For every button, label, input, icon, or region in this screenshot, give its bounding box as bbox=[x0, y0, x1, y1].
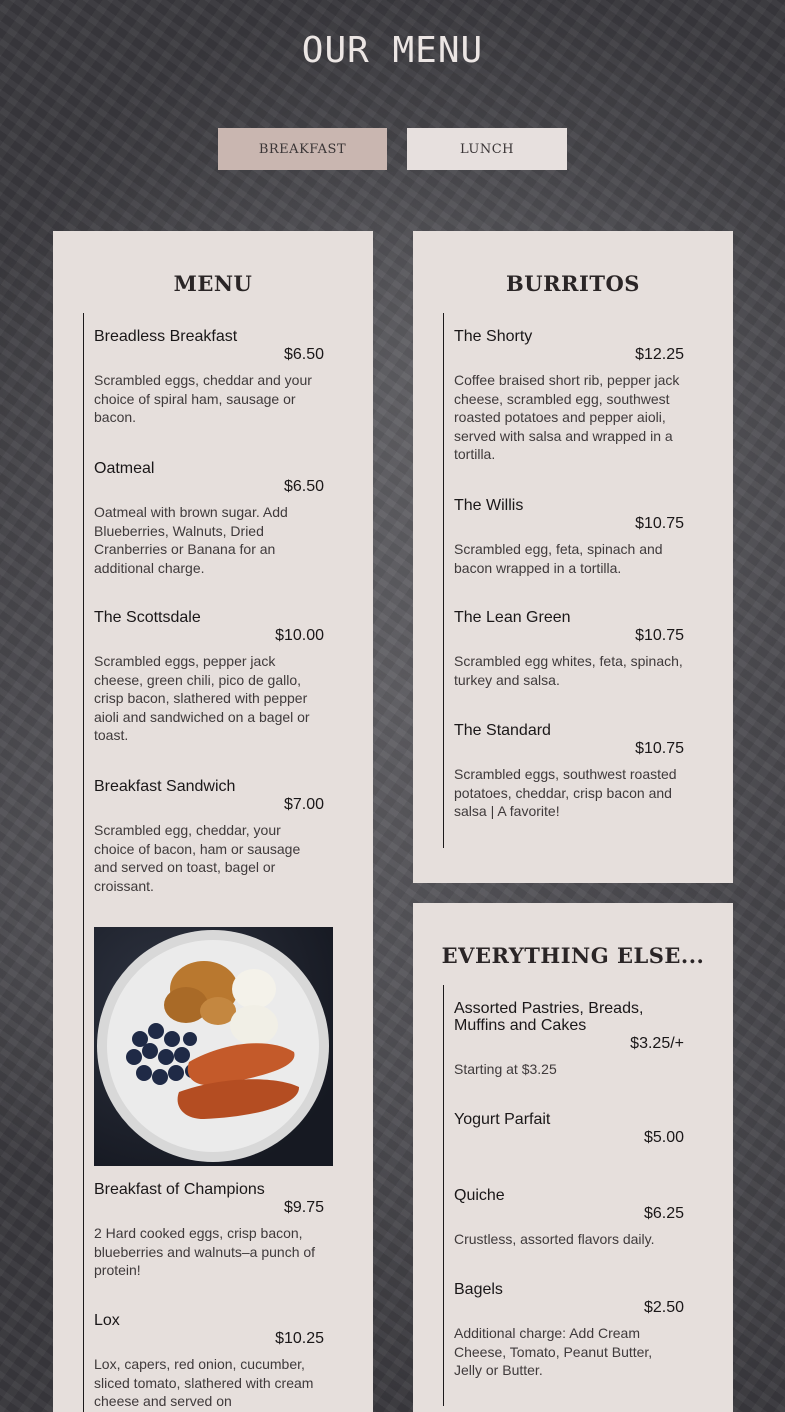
menu-item bbox=[444, 609, 694, 689]
item-price: $5.00 bbox=[643, 1129, 684, 1146]
breakfast-plate-photo bbox=[94, 927, 333, 1166]
item-description: Additional charge: Add Cream Cheese, Tomato, Peanut Butter, Jelly or Butter. bbox=[454, 1325, 653, 1378]
menu-item bbox=[84, 328, 334, 427]
menu-item bbox=[444, 497, 694, 577]
menu-item bbox=[444, 1187, 694, 1249]
menu-item bbox=[84, 609, 334, 745]
item-name: The Shorty bbox=[454, 328, 533, 345]
item-description: Lox, capers, red onion, cucumber, sliced tomato, slathered with cream cheese and served on bbox=[94, 1356, 314, 1409]
item-price: $6.25 bbox=[643, 1205, 684, 1222]
menu-item bbox=[444, 722, 694, 821]
burritos-item-list bbox=[443, 313, 703, 848]
item-name: Breadless Breakfast bbox=[94, 328, 238, 345]
item-name: Assorted Pastries, Breads, Muffins and Cakes bbox=[454, 1000, 644, 1034]
item-description: Scrambled eggs, cheddar and your choice of spiral ham, sausage or bacon. bbox=[94, 372, 312, 425]
item-price: $2.50 bbox=[643, 1299, 684, 1316]
menu-item-list bbox=[83, 313, 343, 1412]
everything-else-card-title: EVERYTHING ELSE... bbox=[441, 943, 705, 968]
menu-item bbox=[84, 460, 334, 577]
menu-tabs bbox=[218, 128, 567, 170]
item-description: Scrambled eggs, southwest roasted potatoes, cheddar, crisp bacon and salsa | A favorite! bbox=[454, 766, 677, 819]
tab-lunch[interactable]: LUNCH bbox=[407, 128, 567, 170]
item-price: $6.50 bbox=[283, 346, 324, 363]
item-name: Breakfast Sandwich bbox=[94, 778, 236, 795]
item-price: $10.75 bbox=[635, 627, 684, 644]
item-description: Scrambled egg, cheddar, your choice of bacon, ham or sausage and served on toast, bagel or croissant. bbox=[94, 822, 301, 894]
menu-card-title: MENU bbox=[173, 271, 253, 296]
item-name: The Lean Green bbox=[454, 609, 571, 626]
item-description: Scrambled egg, feta, spinach and bacon wrapped in a tortilla. bbox=[454, 541, 663, 576]
menu-item bbox=[84, 1312, 334, 1411]
menu-item bbox=[444, 1281, 694, 1380]
item-name: Lox bbox=[94, 1312, 120, 1329]
item-price: $12.25 bbox=[635, 346, 684, 363]
item-description: Coffee braised short rib, pepper jack cheese, scrambled egg, southwest roasted potatoes and pepper aioli, served with salsa and wrapped in a tortilla. bbox=[454, 372, 680, 462]
item-description: 2 Hard cooked eggs, crisp bacon, blueberries and walnuts–a punch of protein! bbox=[94, 1225, 316, 1278]
burritos-card-title: BURRITOS bbox=[506, 271, 640, 296]
item-price: $9.75 bbox=[283, 1199, 324, 1216]
menu-item bbox=[84, 778, 334, 895]
item-name: Yogurt Parfait bbox=[454, 1111, 551, 1128]
tab-breakfast[interactable]: BREAKFAST bbox=[218, 128, 387, 170]
item-description: Starting at $3.25 bbox=[454, 1061, 557, 1077]
item-name: The Scottsdale bbox=[94, 609, 201, 626]
item-price: $6.50 bbox=[283, 478, 324, 495]
menu-item bbox=[84, 1181, 334, 1280]
item-name: Breakfast of Champions bbox=[94, 1181, 265, 1198]
item-name: Oatmeal bbox=[94, 460, 155, 477]
item-price: $10.75 bbox=[635, 740, 684, 757]
everything-else-item-list bbox=[443, 985, 703, 1406]
menu-item bbox=[444, 328, 694, 464]
breakfast-plate-icon bbox=[94, 927, 333, 1166]
item-description: Scrambled egg whites, feta, spinach, turkey and salsa. bbox=[454, 653, 683, 688]
item-name: The Standard bbox=[454, 722, 551, 739]
menu-item bbox=[444, 1000, 694, 1079]
item-description: Scrambled eggs, pepper jack cheese, green chili, pico de gallo, crisp bacon, slathered with pepper aioli and sandwiched on a bagel or toast. bbox=[94, 653, 310, 743]
menu-item bbox=[444, 1111, 694, 1154]
menu-card bbox=[53, 231, 373, 1412]
item-name: The Willis bbox=[454, 497, 524, 514]
item-name: Quiche bbox=[454, 1187, 505, 1204]
item-price: $7.00 bbox=[283, 796, 324, 813]
page-title: OUR MENU bbox=[301, 30, 484, 71]
item-price: $10.00 bbox=[275, 627, 324, 644]
item-description: Crustless, assorted flavors daily. bbox=[454, 1231, 655, 1247]
everything-else-card bbox=[413, 903, 733, 1412]
item-name: Bagels bbox=[454, 1281, 503, 1298]
item-price: $3.25/+ bbox=[630, 1035, 684, 1052]
item-description: Oatmeal with brown sugar. Add Blueberries, Walnuts, Dried Cranberries or Banana for an additional charge. bbox=[94, 504, 288, 576]
burritos-card bbox=[413, 231, 733, 883]
item-price: $10.75 bbox=[635, 515, 684, 532]
item-price: $10.25 bbox=[275, 1330, 324, 1347]
